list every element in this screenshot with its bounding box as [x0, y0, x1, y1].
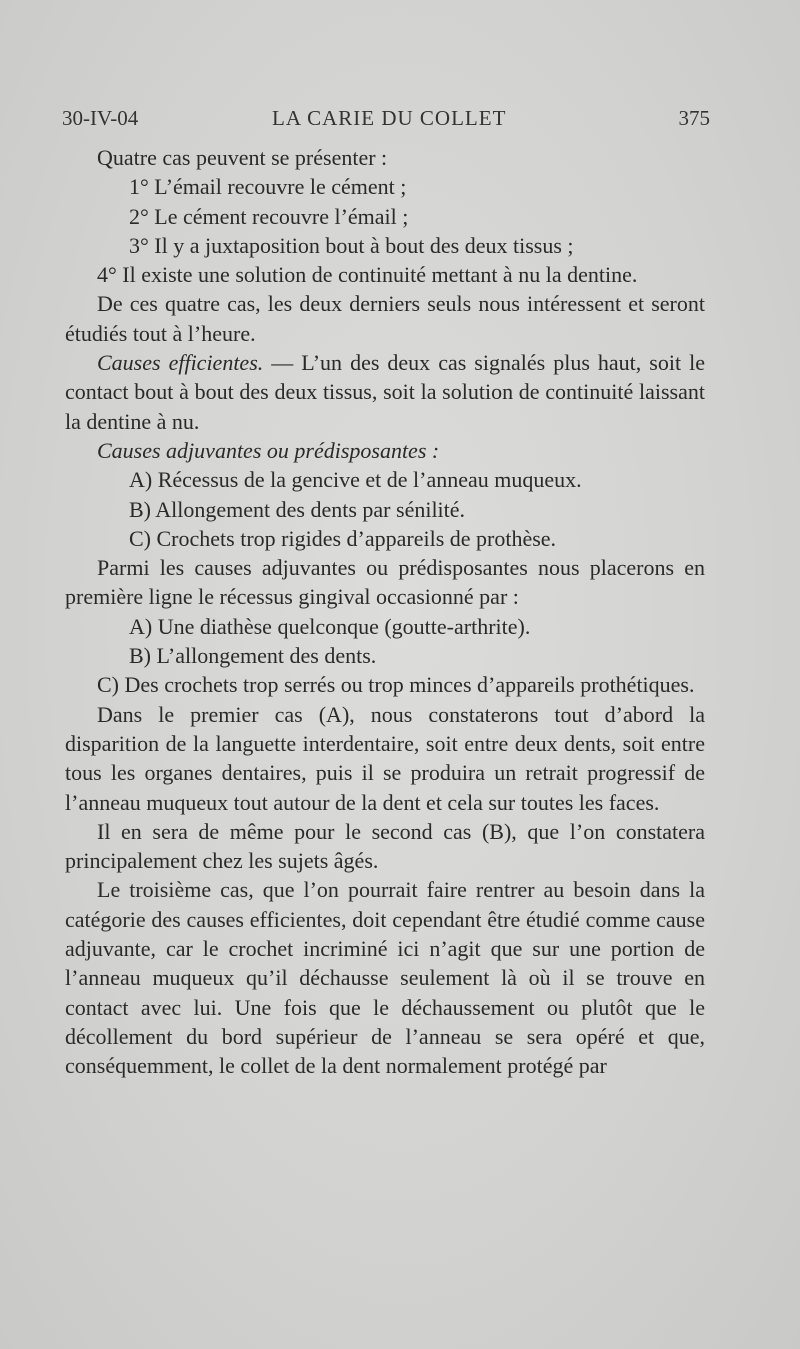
paragraph: Le troisième cas, que l’on pourrait faire rentrer au besoin dans la catégorie des causes efficientes, doit cependant être étudié comme cause adjuvante, car le crochet incriminé ici n’agit que sur une portion de l’anneau muqueux qu’il déchausse seulement là où il se trouve en contact avec lui. Une fois que le déchaussement ou plutôt que le décollement du bord supérieur de l’anneau se sera opéré et que, conséquemment, le collet de la dent normalement protégé par — [65, 877, 705, 1079]
list-item: 4° Il existe une solution de continuité mettant à nu la dentine. — [97, 262, 638, 288]
list-item: 3° Il y a juxtaposition bout à bout des deux tissus ; — [129, 232, 574, 258]
section-heading: Causes adjuvantes ou prédisposantes : — [97, 437, 440, 463]
page-body — [65, 143, 705, 1081]
paragraph: Dans le premier cas (A), nous constaterons tout d’abord la disparition de la languette interdentaire, soit entre deux dents, soit entre tous les organes dentaires, puis il se produira un retrait progressif de l’anneau muqueux tout autour de la dent et cela sur toutes les faces. — [65, 701, 705, 815]
paragraph: Parmi les causes adjuvantes ou prédisposantes nous placerons en première ligne le récessus gingival occasionné par : — [65, 555, 705, 610]
list-item: B) L’allongement des dents. — [129, 643, 377, 669]
section-heading: Causes efficientes. — [97, 350, 264, 376]
paragraph: Quatre cas peuvent se présenter : — [97, 145, 388, 170]
paragraph: Il en sera de même pour le second cas (B), que l’on constatera principalement chez les sujets âgés. — [65, 818, 705, 874]
list-item: 1° L’émail recouvre le cément ; — [129, 174, 407, 200]
paragraph — [65, 436, 705, 465]
list-item: B) Allongement des dents par sénilité. — [129, 496, 466, 522]
paragraph-text: — L’un des deux cas signalés plus haut, soit le contact bout à bout des deux tissus, soit la solution de continuité laissant la dentine à nu. — [65, 350, 705, 434]
list-item: C) Crochets trop rigides d’appareils de prothèse. — [129, 525, 557, 551]
list-item: A) Une diathèse quelconque (goutte-arthrite). — [129, 613, 531, 639]
running-header — [62, 106, 710, 132]
list-item: 2° Le cément recouvre l’émail ; — [129, 203, 409, 229]
paragraph: De ces quatre cas, les deux derniers seuls nous intéressent et seront étudiés tout à l’heure. — [65, 291, 705, 346]
list-item: A) Récessus de la gencive et de l’anneau muqueux. — [129, 467, 582, 493]
header-title: LA CARIE DU COLLET — [272, 106, 507, 130]
header-date: 30-IV-04 — [62, 106, 139, 130]
list-item: C) Des crochets trop serrés ou trop minces d’appareils prothétiques. — [97, 672, 695, 698]
paragraph — [65, 348, 705, 436]
page-number: 375 — [678, 106, 710, 130]
